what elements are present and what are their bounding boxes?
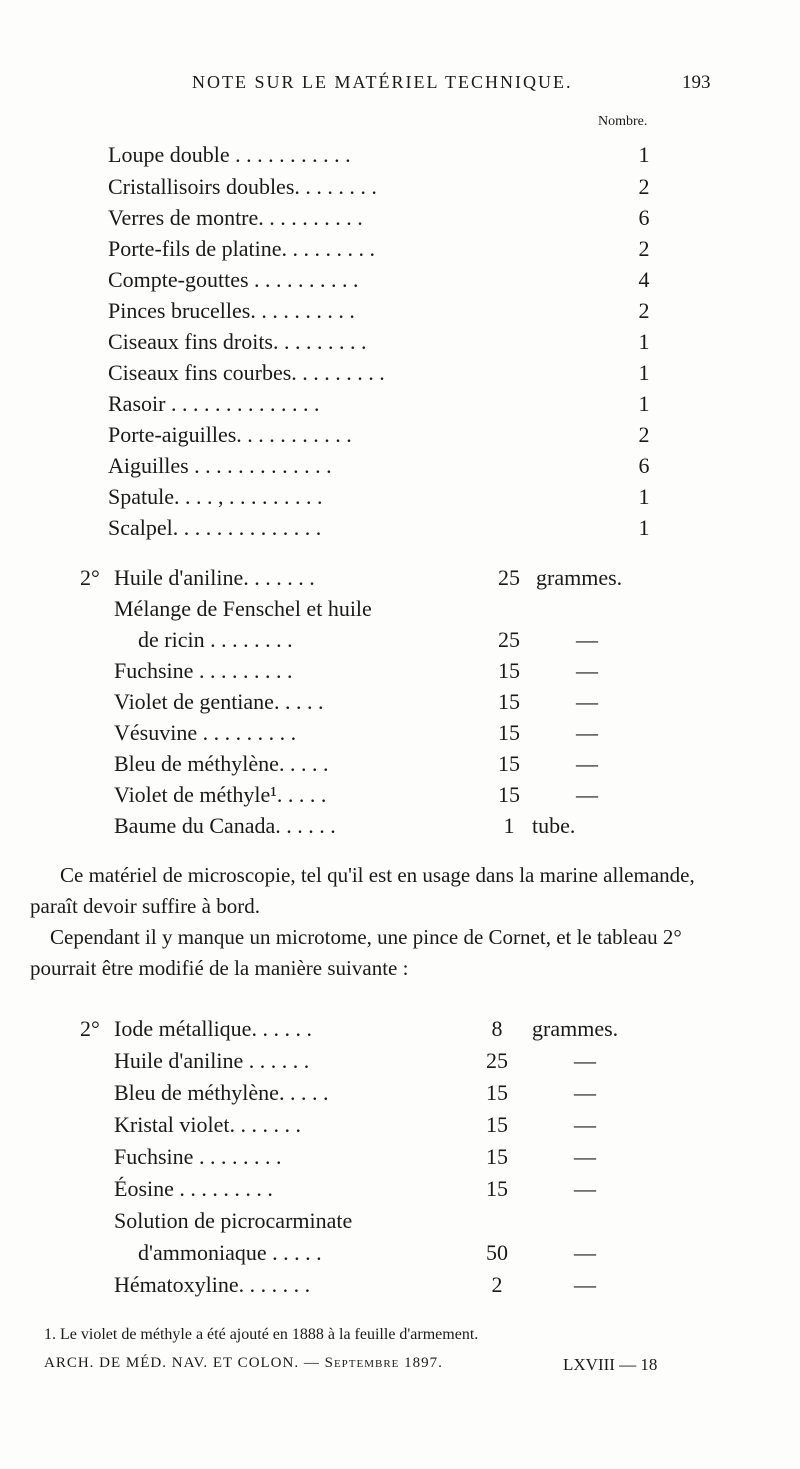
list-item: de ricin . . . . . . . . 25 —	[138, 627, 598, 652]
list-item: Porte-aiguilles. . . . . . . . . . . 2	[108, 422, 650, 447]
list-item: Spatule. . . . , . . . . . . . . . 1	[108, 484, 650, 509]
list-item: d'ammoniaque . . . . . 50 —	[138, 1240, 596, 1265]
footnote: 1. Le violet de méthyle a été ajouté en 1888 à la feuille d'armement.	[44, 1326, 479, 1343]
page-footer	[0, 1355, 800, 1379]
list-item: 2° Huile d'aniline. . . . . . . 25 grammes.	[80, 565, 623, 590]
list-item: Aiguilles . . . . . . . . . . . . . 6	[108, 453, 650, 478]
list-item: Huile d'aniline . . . . . . 25 —	[114, 1048, 596, 1073]
page-number: 193	[682, 72, 711, 93]
header-title: NOTE SUR LE MATÉRIEL TECHNIQUE.	[192, 72, 573, 92]
list-item: Cristallisoirs doubles. . . . . . . . 2	[108, 174, 650, 199]
list-item: Pinces brucelles. . . . . . . . . . 2	[108, 298, 650, 323]
footer-signature: LXVIII — 18	[563, 1355, 658, 1374]
list-item: Porte-fils de platine. . . . . . . . . 2	[108, 236, 650, 261]
list-item: Solution de picrocarminate	[114, 1208, 353, 1233]
paragraph: Cependant il y manque un microtome, une pince de Cornet, et le tableau 2° pourrait être modifié de la manière suivante :	[30, 925, 682, 980]
list-item: Bleu de méthylène. . . . . 15 —	[114, 751, 598, 776]
paragraph: Ce matériel de microscopie, tel qu'il est en usage dans la marine allemande, paraît devoir suffire à bord.	[30, 863, 695, 918]
list-item: Violet de méthyle¹. . . . . 15 —	[114, 782, 598, 807]
list-item: Scalpel. . . . . . . . . . . . . . 1	[108, 515, 650, 540]
list-item: Baume du Canada. . . . . . 1 tube.	[114, 813, 576, 838]
footer-citation: ARCH. DE MÉD. NAV. ET COLON. — Septembre 1897.	[44, 1355, 443, 1371]
list-item: Loupe double . . . . . . . . . . . 1	[108, 142, 650, 167]
list-item: Kristal violet. . . . . . . 15 —	[114, 1112, 596, 1137]
list-item: Compte-gouttes . . . . . . . . . . 4	[108, 267, 650, 292]
column-heading: Nombre.	[598, 114, 648, 129]
list-item: Violet de gentiane. . . . . 15 —	[114, 689, 598, 714]
list-item: Ciseaux fins droits. . . . . . . . . 1	[108, 329, 650, 354]
list-item: Bleu de méthylène. . . . . 15 —	[114, 1080, 596, 1105]
list-item: Ciseaux fins courbes. . . . . . . . . 1	[108, 360, 650, 385]
list-item: 2° Iode métallique. . . . . . 8 grammes.	[80, 1016, 619, 1041]
list-item: Verres de montre. . . . . . . . . . 6	[108, 205, 650, 230]
running-header	[0, 72, 800, 102]
list-item: Éosine . . . . . . . . . 15 —	[114, 1176, 596, 1201]
list-item: Fuchsine . . . . . . . . 15 —	[114, 1144, 596, 1169]
list-item: Hématoxyline. . . . . . . 2 —	[114, 1272, 596, 1297]
list-item: Mélange de Fenschel et huile	[114, 596, 372, 621]
list-item: Fuchsine . . . . . . . . . 15 —	[114, 658, 598, 683]
list-item: Rasoir . . . . . . . . . . . . . . 1	[108, 391, 650, 416]
list-item: Vésuvine . . . . . . . . . 15 —	[114, 720, 598, 745]
